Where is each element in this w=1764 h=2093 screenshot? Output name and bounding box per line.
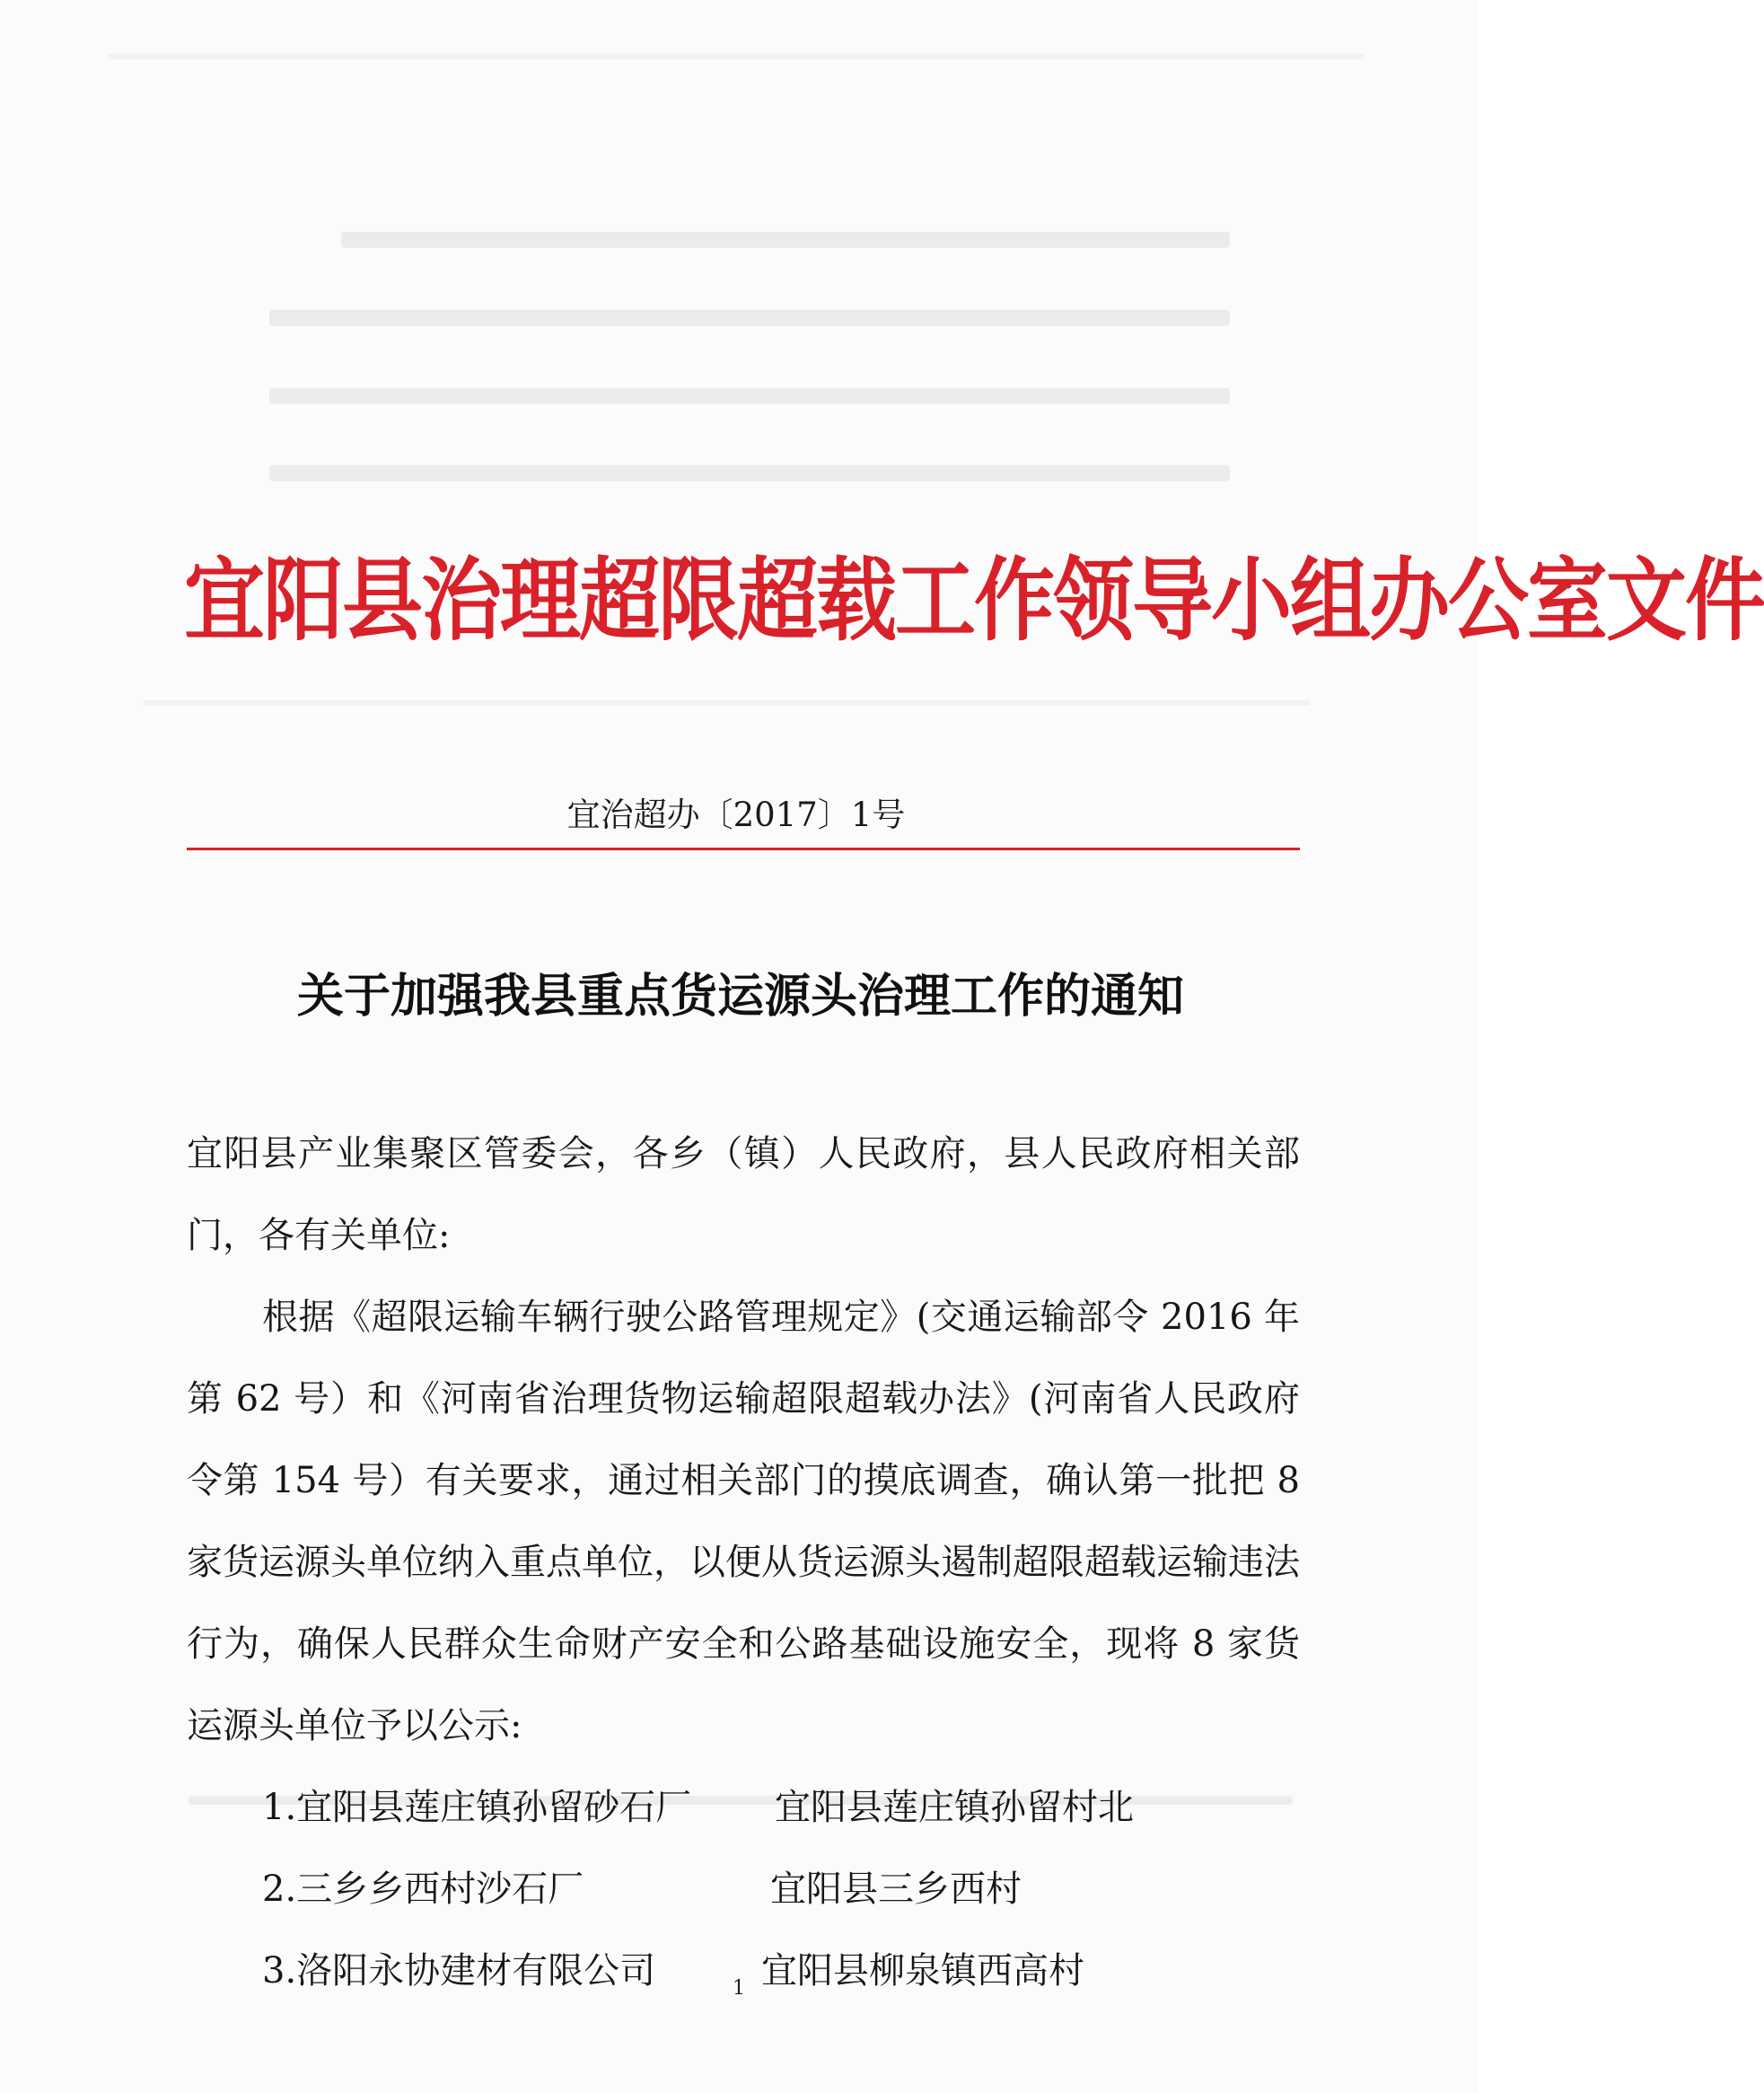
addressees: 宜阳县产业集聚区管委会，各乡（镇）人民政府，县人民政府相关部门，各有关单位:: [187, 1133, 1300, 1256]
unit-address: 宜阳县莲庄镇孙留村北: [775, 1787, 1134, 1828]
letterhead-title: 宜阳县治理超限超载工作领导小组办公室文件: [184, 548, 1764, 655]
unit-address: 宜阳县三乡西村: [770, 1869, 1022, 1910]
unit-row: [187, 1849, 1300, 1930]
unit-name: 1.宜阳县莲庄镇孙留砂石厂: [262, 1787, 692, 1828]
document-number: 宜治超办〔2017〕1号: [566, 796, 906, 834]
unit-name: 3.洛阳永协建材有限公司: [262, 1950, 656, 1992]
unit-name: 2.三乡乡西村沙石厂: [262, 1869, 584, 1910]
letterhead-red-divider: [187, 848, 1300, 850]
unit-address: 宜阳县柳泉镇西高村: [761, 1950, 1084, 1992]
page-number: 1: [733, 1977, 745, 2000]
notice-title: 关于加强我县重点货运源头治理工作的通知: [296, 970, 1184, 1024]
unit-row: [187, 1767, 1300, 1849]
notice-body: [187, 1113, 1300, 2012]
body-paragraph: 根据《超限运输车辆行驶公路管理规定》(交通运输部令 2016 年第 62 号）和《河南省治理货物运输超限超载办法》(河南省人民政府令第 154 号）有关要求，通过相关部门的摸底调查，确认第一批把 8 家货运源头单位纳入重点单位，以便从货运源头遏制超限超载运输违法行为，确保人民群众生命财产安全和公路基础设施安全，现将 8 家货运源头单位予以公示:: [187, 1297, 1300, 1746]
